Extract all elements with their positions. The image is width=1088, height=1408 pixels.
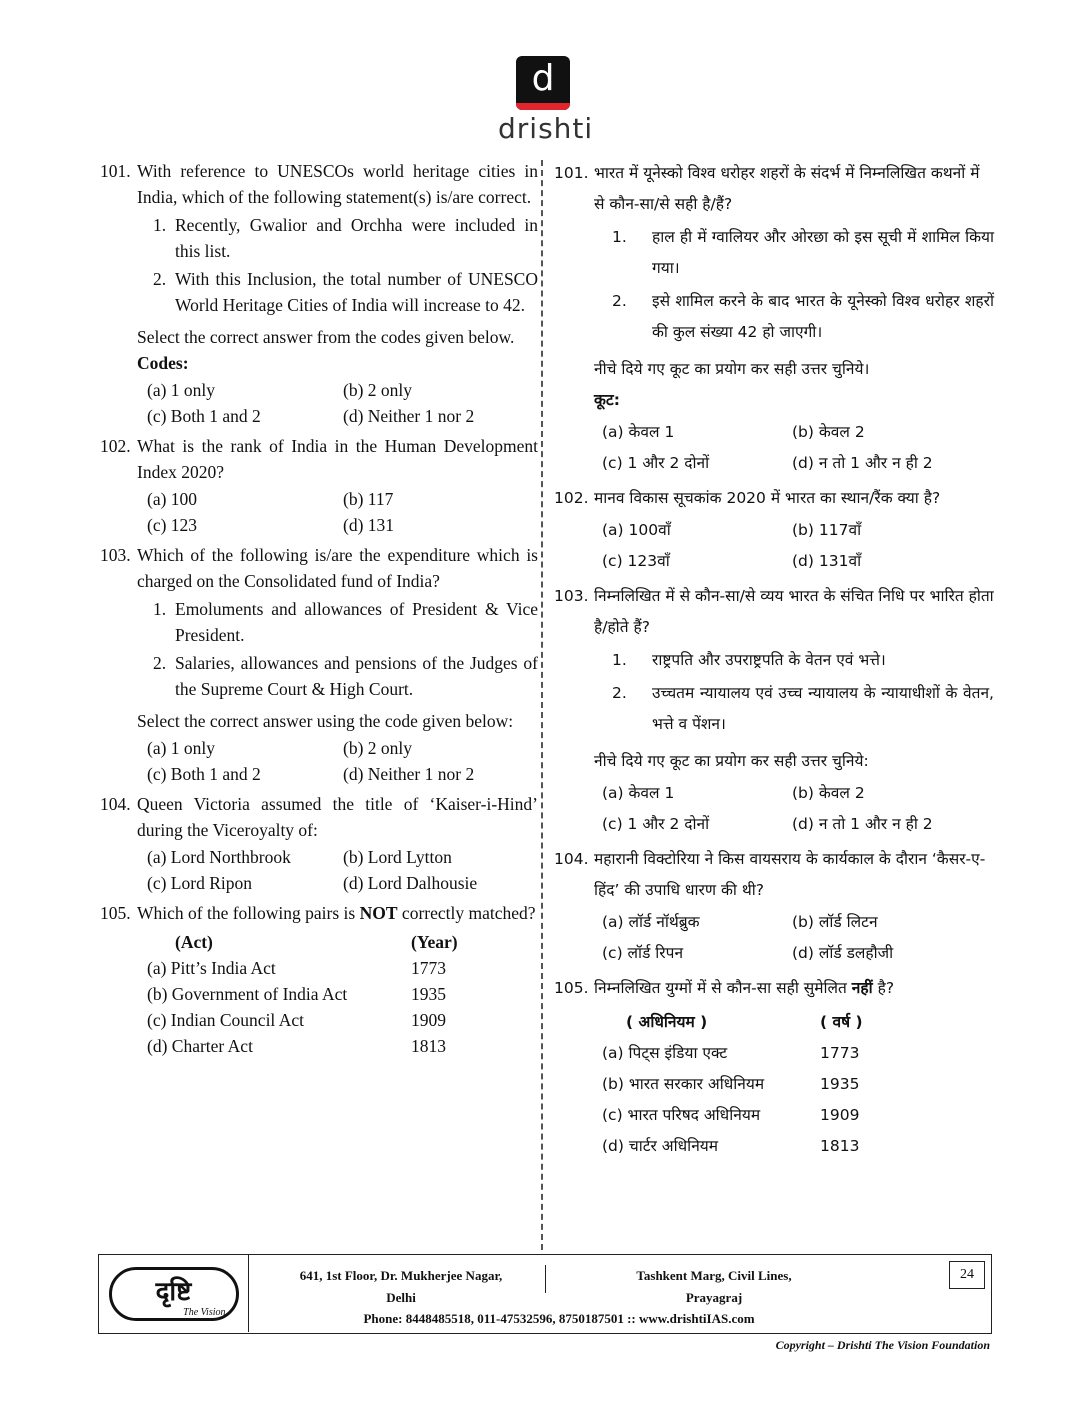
footer-logo-text: दृष्टि [155,1276,192,1307]
statement-text: Emoluments and allowances of President & Vice President. [175,599,538,645]
statement-text: With this Inclusion, the total number of UNESCO World Heritage Cities of India will increase to 42. [175,269,538,315]
codes-label: कूट: [594,391,620,409]
pair-act: (c) भारत परिषद अधिनियम [602,1106,761,1124]
question-text [137,900,538,926]
pair-act: (b) Government of India Act [147,984,348,1004]
option-d: (d) 131वाँ [792,552,862,570]
option-a: (a) 1 only [147,380,216,400]
address-line: 641, 1st Floor, Dr. Mukherjee Nagar, [299,1268,503,1283]
question-number: 103. [554,587,589,605]
pair-act: (d) चार्टर अधिनियम [602,1137,719,1155]
pairs-table [594,1007,994,1162]
option-a: (a) 1 only [147,738,216,758]
pair-row [594,1069,994,1100]
options-grid [594,515,994,577]
statement-list [137,212,538,318]
logo-mark [516,56,570,110]
options-grid [137,735,538,787]
option-a: (a) लॉर्ड नॉर्थब्रुक [602,913,700,931]
pair-row [137,1007,538,1033]
english-column [100,158,538,1063]
instruction-text: Select the correct answer from the codes given below. [137,327,515,347]
statement-number: 2. [612,684,627,702]
codes-label: Codes: [137,353,189,373]
question-text: मानव विकास सूचकांक 2020 में भारत का स्थान/रैंक क्या है? [594,489,941,507]
statement-list [594,645,994,740]
question-text: महारानी विक्टोरिया ने किस वायसराय के कार्यकाल के दौरान ‘कैसर-ए-हिंद’ की उपाधि धारण की थी? [594,850,986,899]
address-line: Tashkent Marg, Civil Lines, [636,1268,792,1283]
option-b: (b) केवल 2 [792,784,865,802]
pair-act: (b) भारत सरकार अधिनियम [602,1075,765,1093]
option-d: (d) 131 [343,515,395,535]
question-103-hi [554,581,994,840]
pair-year: 1935 [411,984,446,1004]
pair-year: 1935 [820,1075,860,1093]
question-number: 101. [100,161,131,181]
question-number: 103. [100,545,131,565]
option-a: (a) 100 [147,489,198,509]
question-text-emphasis: नहीं [851,979,873,997]
statement-number: 2. [153,653,167,673]
address-line: Delhi [386,1290,416,1305]
option-c: (c) 123 [147,515,198,535]
option-c: (c) 1 और 2 दोनों [602,454,710,472]
question-text: Queen Victoria assumed the title of ‘Kaiser-i-Hind’ during the Viceroyalty of: [137,794,538,840]
statement-number: 1. [153,215,167,235]
statement-number: 2. [612,292,627,310]
pair-year: 1813 [820,1137,860,1155]
question-105 [100,900,538,1059]
option-b: (b) केवल 2 [792,423,865,441]
address-line: Prayagraj [685,1290,743,1305]
question-text: भारत में यूनेस्को विश्व धरोहर शहरों के संदर्भ में निम्नलिखित कथनों में से कौन-सा/से सही है/हैं? [594,164,980,213]
statement-item [594,286,994,348]
option-c: (c) लॉर्ड रिपन [602,944,684,962]
pair-act: (c) Indian Council Act [147,1010,304,1030]
logo-wordmark: drishti [498,112,594,145]
question-text-part: correctly matched? [397,903,536,923]
statement-item [137,596,538,648]
statement-text: Salaries, allowances and pensions of the Judges of the Supreme Court & High Court. [175,653,538,699]
pair-year: 1909 [820,1106,860,1124]
statement-list [137,596,538,702]
question-text-part: है? [872,979,895,997]
pair-row [594,1131,994,1162]
option-d: (d) Neither 1 nor 2 [343,406,475,426]
header-act: (Act) [175,932,213,952]
header-year: (Year) [411,932,458,952]
question-text-part: Which of the following pairs is [137,903,360,923]
option-b: (b) 2 only [343,380,413,400]
pair-year: 1813 [411,1036,446,1056]
option-c: (c) 123वाँ [602,552,670,570]
pair-row [594,1100,994,1131]
option-d: (d) Neither 1 nor 2 [343,764,475,784]
footer-logo-mark [109,1267,239,1321]
statement-item [594,222,994,284]
option-d: (d) न तो 1 और न ही 2 [792,815,933,833]
header-year: ( वर्ष ) [820,1013,863,1031]
column-divider [541,160,543,1250]
question-101-hi [554,158,994,479]
drishti-logo [498,56,594,145]
option-a: (a) केवल 1 [602,423,675,441]
question-text: With reference to UNESCOs world heritage cities in India, which of the following statement(s) is/are correct. [137,161,538,207]
options-grid [594,417,994,479]
question-text: Which of the following is/are the expenditure which is charged on the Consolidated fund of India? [137,545,538,591]
question-102-hi [554,483,994,577]
pair-year: 1909 [411,1010,446,1030]
statement-number: 2. [153,269,167,289]
option-c: (c) Lord Ripon [147,873,252,893]
pair-year: 1773 [820,1044,860,1062]
question-102 [100,433,538,538]
options-grid [594,778,994,840]
question-text-part: निम्नलिखित युग्मों में से कौन-सा सही सुमेलित [594,979,852,997]
question-text-emphasis: NOT [359,903,398,923]
logo-letter: d [531,58,555,99]
address-separator [545,1265,546,1293]
option-c: (c) Both 1 and 2 [147,406,261,426]
option-d: (d) लॉर्ड डलहौजी [792,944,894,962]
pair-act: (d) Charter Act [147,1036,253,1056]
option-d: (d) न तो 1 और न ही 2 [792,454,933,472]
option-b: (b) लॉर्ड लिटन [792,913,878,931]
hindi-column [554,158,994,1166]
statement-item [137,212,538,264]
question-number: 104. [554,850,589,868]
statement-number: 1. [153,599,167,619]
option-a: (a) 100वाँ [602,521,671,539]
option-c: (c) Both 1 and 2 [147,764,261,784]
statement-item [137,266,538,318]
option-d: (d) Lord Dalhousie [343,873,478,893]
pair-row [594,1038,994,1069]
option-b: (b) 2 only [343,738,413,758]
question-number: 101. [554,164,589,182]
question-104-hi [554,844,994,969]
footer-logo-subtitle: The Vision [183,1306,226,1318]
prayagraj-address [599,1265,829,1309]
statement-number: 1. [612,228,627,246]
pair-row [137,981,538,1007]
statement-text: उच्चतम न्यायालय एवं उच्च न्यायालय के न्यायाधीशों के वेतन, भत्ते व पेंशन। [652,684,994,733]
pair-row [137,1033,538,1059]
copyright-notice: Copyright – Drishti The Vision Foundation [775,1338,990,1352]
question-number: 105. [100,903,131,923]
options-grid [594,907,994,969]
options-grid [137,377,538,429]
pair-row [137,955,538,981]
question-number: 105. [554,979,589,997]
statement-item [594,645,994,676]
statement-item [594,678,994,740]
page-number: 24 [949,1261,985,1289]
pairs-table [137,929,538,1059]
question-number: 104. [100,794,131,814]
option-b: (b) 117 [343,489,394,509]
pairs-header [594,1007,994,1038]
statement-text: इसे शामिल करने के बाद भारत के यूनेस्को विश्व धरोहर शहरों की कुल संख्या 42 हो जाएगी। [652,292,994,341]
question-103 [100,542,538,787]
instruction-text: नीचे दिये गए कूट का प्रयोग कर सही उत्तर चुनिये। [594,360,870,378]
pair-act: (a) Pitt’s India Act [147,958,276,978]
question-101 [100,158,538,429]
statement-text: Recently, Gwalior and Orchha were included in this list. [175,215,538,261]
footer-logo [99,1255,249,1332]
statement-number: 1. [612,651,627,669]
option-a: (a) Lord Northbrook [147,847,291,867]
option-b: (b) 117वाँ [792,521,862,539]
statement-text: राष्ट्रपति और उपराष्ट्रपति के वेतन एवं भत्ते। [652,651,886,669]
question-105-hi [554,973,994,1162]
question-104 [100,791,538,896]
header-act: ( अधिनियम ) [626,1013,708,1031]
instruction-text: नीचे दिये गए कूट का प्रयोग कर सही उत्तर चुनिये: [594,752,869,770]
option-b: (b) Lord Lytton [343,847,452,867]
statement-item [137,650,538,702]
delhi-address [261,1265,541,1309]
instruction-text: Select the correct answer using the code given below: [137,711,514,731]
question-text: निम्नलिखित में से कौन-सा/से व्यय भारत के संचित निधि पर भारित होता है/होते हैं? [594,587,994,636]
question-number: 102. [100,436,131,456]
statement-text: हाल ही में ग्वालियर और ओरछा को इस सूची में शामिल किया गया। [652,228,994,277]
options-grid [137,486,538,538]
question-number: 102. [554,489,589,507]
question-text: What is the rank of India in the Human Development Index 2020? [137,436,538,482]
option-a: (a) केवल 1 [602,784,675,802]
contact-phone: Phone: 8448485518, 011-47532596, 8750187501 :: www.drishtiIAS.com [363,1311,755,1326]
statement-list [594,222,994,348]
pairs-header [137,929,538,955]
question-text [594,973,994,1004]
pair-act: (a) पिट्स इंडिया एक्ट [602,1044,728,1062]
page-footer [98,1254,992,1334]
options-grid [137,844,538,896]
option-c: (c) 1 और 2 दोनों [602,815,710,833]
pair-year: 1773 [411,958,446,978]
